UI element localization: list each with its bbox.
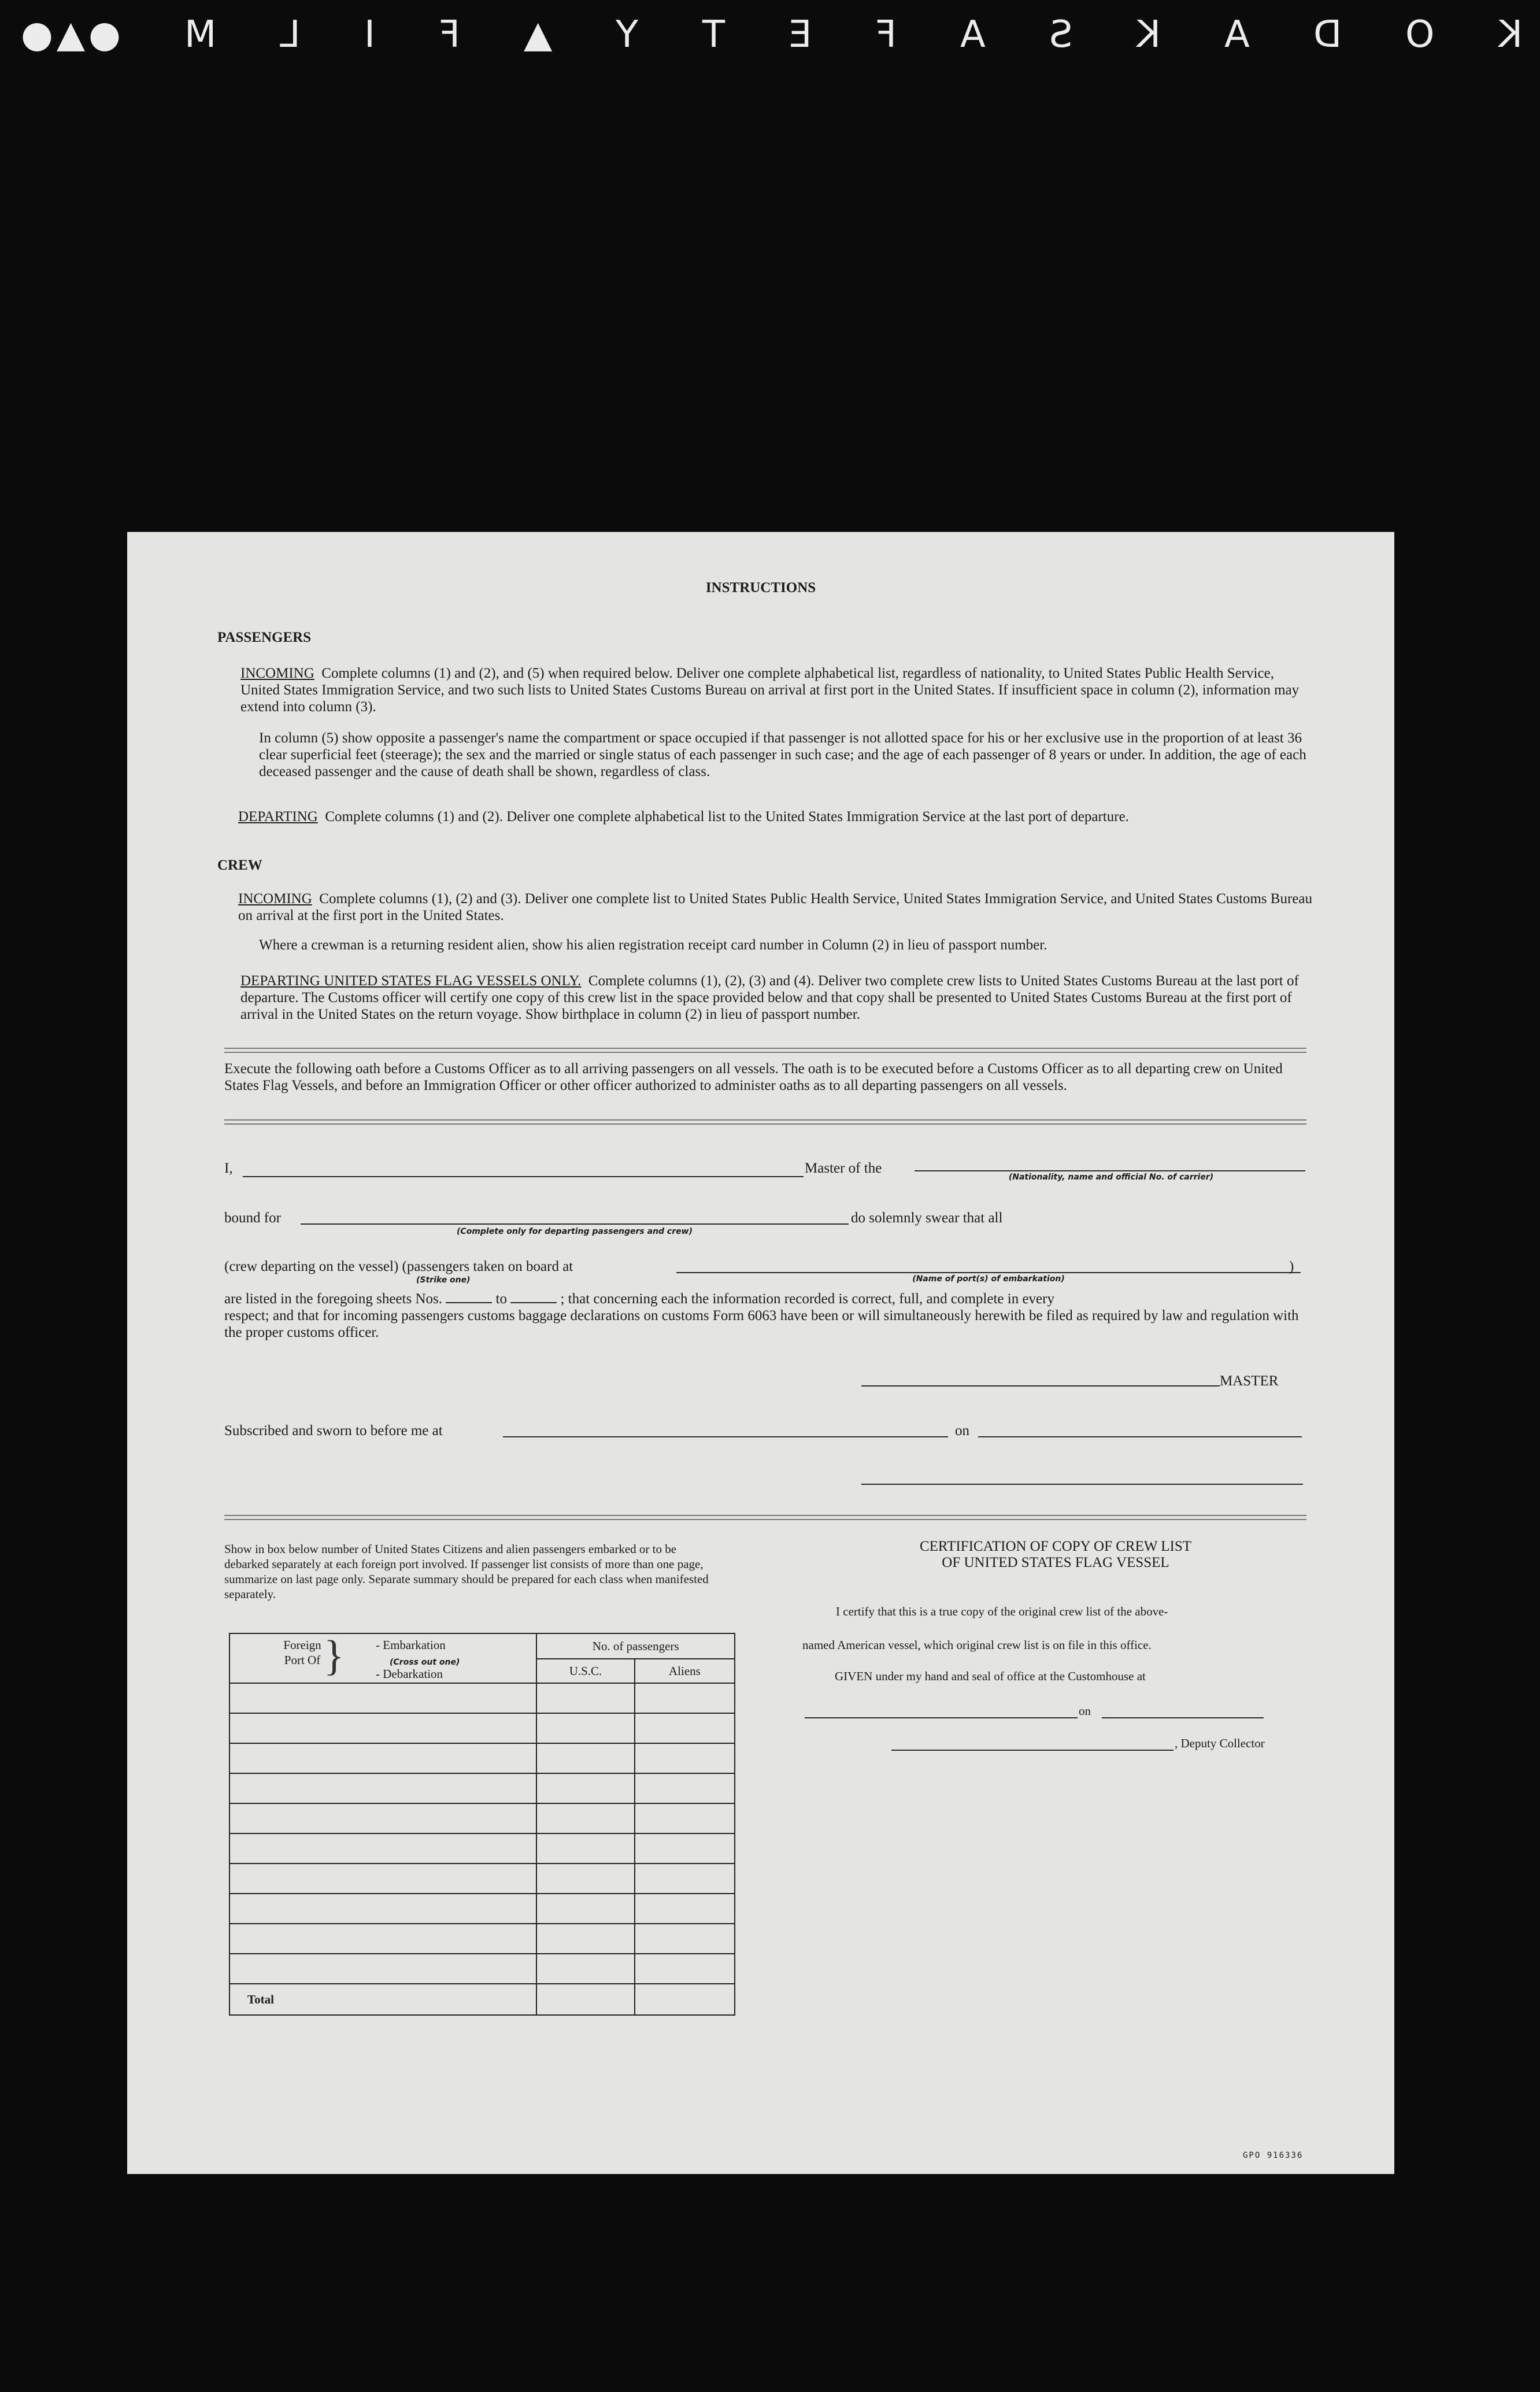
passengers-column5-paragraph: In column (5) show opposite a passenger's name the compartment or space occupied if that passenger is not allotted space for his or her exclusive use in the proportion of at least 36 clear superficial feet (steerage); the sex and the married or single status of each passenger in such case; and the age of each passenger of 8 years or under. In addition, the age of each deceased passenger and the cause of death shall be shown, regardless of class. [259,730,1306,779]
usc-cell[interactable] [536,1713,634,1743]
divider [224,1048,1306,1053]
solemnly-swear-label: do solemnly swear that all [851,1210,1003,1226]
certification-on-label: on [1079,1704,1091,1718]
header-no-of-passengers: No. of passengers [536,1633,735,1659]
film-strip-letter: A [957,13,986,56]
aliens-cell[interactable] [635,1864,735,1894]
usc-cell[interactable] [536,1894,634,1924]
table-row [229,1713,735,1743]
film-strip-letter: ●▲● [17,13,121,56]
brace-glyph: } [324,1632,345,1680]
usc-cell[interactable] [536,1954,634,1984]
table-row [229,1743,735,1773]
port-cell[interactable] [229,1833,536,1864]
master-signature-blank[interactable] [861,1385,1220,1387]
aliens-cell[interactable] [635,1683,735,1713]
master-name-blank[interactable] [243,1176,804,1177]
close-paren: ) [1289,1259,1294,1274]
port-cell[interactable] [229,1803,536,1833]
film-strip-letter: K [1494,13,1523,56]
usc-cell[interactable] [536,1833,634,1864]
caption-complete-only: (Complete only for departing passengers and crew) [457,1227,693,1236]
oath-respect-text: respect; and that for incoming passengers customs baggage declarations on customs Form 6063 have been or will simultaneously herewith be filed as required by law and regulation with the proper customs officer. [224,1308,1299,1340]
port-cell[interactable] [229,1743,536,1773]
passengers-incoming-label: INCOMING [240,666,314,681]
bound-for-blank[interactable] [301,1223,849,1225]
film-strip-letter: F [435,13,460,56]
film-strip-letter: E [784,13,812,56]
port-cell[interactable] [229,1894,536,1924]
port-cell[interactable] [229,1683,536,1713]
customhouse-blank[interactable] [805,1717,1078,1718]
aliens-cell[interactable] [635,1713,735,1743]
oath-intro: Execute the following oath before a Customs Officer as to all arriving passengers on all vessels. The oath is to be executed before a Customs Officer as to all departing crew on United States Flag Vessels, and before an Immigration Officer or other officer authorized to administer oaths as to all departing passengers on all vessels. [224,1061,1283,1093]
crew-departing-text: Complete columns (1), (2), (3) and (4). Deliver two complete crew lists to United States Customs Bureau at the last port of departure. The Customs officer will certify one copy of this crew list in the space provided below and that copy shall be presented to United States Customs Bureau at the first port of arrival in the United States on the return voyage. Show birthplace in column (2) in lieu of passport number. [240,973,1299,1022]
divider [224,1515,1306,1520]
sheets-line [224,1291,1311,1307]
embarkation-port-blank[interactable] [676,1272,1301,1273]
film-strip-letter: O [1402,13,1435,56]
passengers-incoming-paragraph [240,665,1310,715]
header-debarkation: - Debarkation [376,1667,443,1681]
table-row [229,1954,735,1984]
table-row [229,1803,735,1833]
gpo-number: GPO 916336 [1243,2151,1304,2160]
usc-cell[interactable] [536,1773,634,1803]
aliens-cell[interactable] [635,1803,735,1833]
header-usc: U.S.C. [536,1659,634,1683]
film-strip-letter: K [1133,13,1161,56]
port-cell[interactable] [229,1773,536,1803]
film-strip-letter: T [698,13,725,56]
film-strip-letter: A [1221,13,1250,56]
port-cell[interactable] [229,1713,536,1743]
film-strip-letter: Y [612,13,639,56]
sheet-to-blank[interactable] [510,1291,557,1303]
aliens-cell[interactable] [635,1833,735,1864]
sworn-date-blank[interactable] [978,1436,1302,1437]
certification-line-3: GIVEN under my hand and seal of office at the Customhouse at [835,1669,1146,1683]
aliens-cell[interactable] [635,1924,735,1954]
passengers-departing-label: DEPARTING [238,809,318,825]
master-of-the-label: Master of the [805,1160,882,1176]
carrier-nationality-blank[interactable] [915,1170,1305,1171]
passengers-incoming-text: Complete columns (1) and (2), and (5) when required below. Deliver one complete alphabetical list, regardless of nationality, to United States Public Health Service, United States Immigration Service, and two such lists to United States Customs Bureau on arrival at first port in the United States. If insufficient space in column (2), information may extend into column (3). [240,666,1300,715]
bound-for-label: bound for [224,1210,281,1226]
crew-incoming-label: INCOMING [238,891,312,907]
caption-nationality: (Nationality, name and official No. of carrier) [1008,1173,1214,1182]
film-strip-letter: D [1310,13,1342,56]
header-foreign-port-of: Foreign Port Of [283,1638,321,1667]
aliens-cell[interactable] [635,1743,735,1773]
subscribed-label: Subscribed and sworn to before me at [224,1423,443,1439]
table-row [229,1924,735,1954]
total-aliens-cell[interactable] [635,1984,735,2015]
sheets-listed-suffix: ; that concerning each the information recorded is correct, full, and complete in every [560,1291,1054,1307]
certification-title-1: CERTIFICATION OF COPY OF CREW LIST [919,1539,1192,1554]
page-title: INSTRUCTIONS [705,580,816,596]
crew-passengers-label: (crew departing on the vessel) (passengers taken on board at [224,1259,573,1274]
header-cross-out-one: (Cross out one) [390,1658,460,1667]
passenger-summary-table [229,1633,735,2016]
passengers-heading: PASSENGERS [217,630,312,645]
port-cell[interactable] [229,1924,536,1954]
certification-title-2: OF UNITED STATES FLAG VESSEL [942,1555,1169,1570]
film-strip-letter: ▲ [520,13,553,56]
usc-cell[interactable] [536,1683,634,1713]
sheets-listed-label: are listed in the foregoing sheets Nos. [224,1291,442,1307]
deputy-collector-label: , Deputy Collector [1175,1736,1265,1750]
caption-strike-one: (Strike one) [416,1276,471,1285]
sheets-to-label: to [495,1291,507,1307]
sworn-on-label: on [955,1423,969,1439]
officer-signature-blank[interactable] [861,1484,1303,1485]
caption-port-embarkation: (Name of port(s) of embarkation) [912,1274,1065,1284]
film-strip-letter: L [276,13,301,56]
aliens-cell[interactable] [635,1894,735,1924]
film-strip-letter: M [181,13,217,56]
master-label: MASTER [1220,1373,1279,1389]
summary-instructions: Show in box below number of United States Citizens and alien passengers embarked or to be debarked separately at each foreign port involved. If passenger list consists of more than one page, summarize on last page only. Separate summary should be prepared for each class when manifested separately. [224,1542,709,1601]
usc-cell[interactable] [536,1924,634,1954]
table-row [229,1894,735,1924]
table-row [229,1864,735,1894]
crew-departing-paragraph [240,973,1316,1023]
usc-cell[interactable] [536,1864,634,1894]
total-label: Total [229,1984,536,2015]
film-strip-letter: I [361,13,376,56]
crew-heading: CREW [217,857,262,873]
kodak-safety-film-strip [0,0,1540,69]
certification-line-1: I certify that this is a true copy of the original crew list of the above- [836,1604,1168,1618]
passengers-departing-paragraph [238,808,1313,825]
total-usc-cell[interactable] [536,1984,634,2015]
sworn-place-blank[interactable] [503,1436,948,1437]
film-strip-letter: S [1046,13,1073,56]
header-aliens: Aliens [635,1659,735,1683]
oath-i-label: I, [224,1160,233,1176]
usc-cell[interactable] [536,1803,634,1833]
port-cell[interactable] [229,1864,536,1894]
table-row [229,1683,735,1713]
crew-incoming-paragraph [238,890,1313,924]
table-row [229,1773,735,1803]
divider [224,1119,1306,1125]
aliens-cell[interactable] [635,1773,735,1803]
film-strip-letter: F [872,13,897,56]
header-port-cell [229,1633,536,1683]
aliens-cell[interactable] [635,1954,735,1984]
form-page [127,532,1394,2174]
passengers-departing-text: Complete columns (1) and (2). Deliver one complete alphabetical list to the United States Immigration Service at the last port of departure. [325,809,1129,825]
header-embarkation: - Embarkation [376,1638,446,1652]
usc-cell[interactable] [536,1743,634,1773]
table-row [229,1833,735,1864]
port-cell[interactable] [229,1954,536,1984]
deputy-collector-signature-blank[interactable] [891,1750,1173,1751]
crew-departing-label: DEPARTING UNITED STATES FLAG VESSELS ONLY. [240,973,582,989]
sheet-from-blank[interactable] [446,1291,492,1303]
crew-incoming-text: Complete columns (1), (2) and (3). Deliver one complete list to United States Public Health Service, United States Immigration Service, and United States Customs Bureau on arrival at the first port in the United States. [238,891,1312,923]
certification-line-2: named American vessel, which original crew list is on file in this office. [802,1638,1152,1652]
certification-date-blank[interactable] [1102,1717,1264,1718]
crew-resident-alien-paragraph: Where a crewman is a returning resident alien, show his alien registration receipt card number in Column (2) in lieu of passport number. [259,937,1047,953]
